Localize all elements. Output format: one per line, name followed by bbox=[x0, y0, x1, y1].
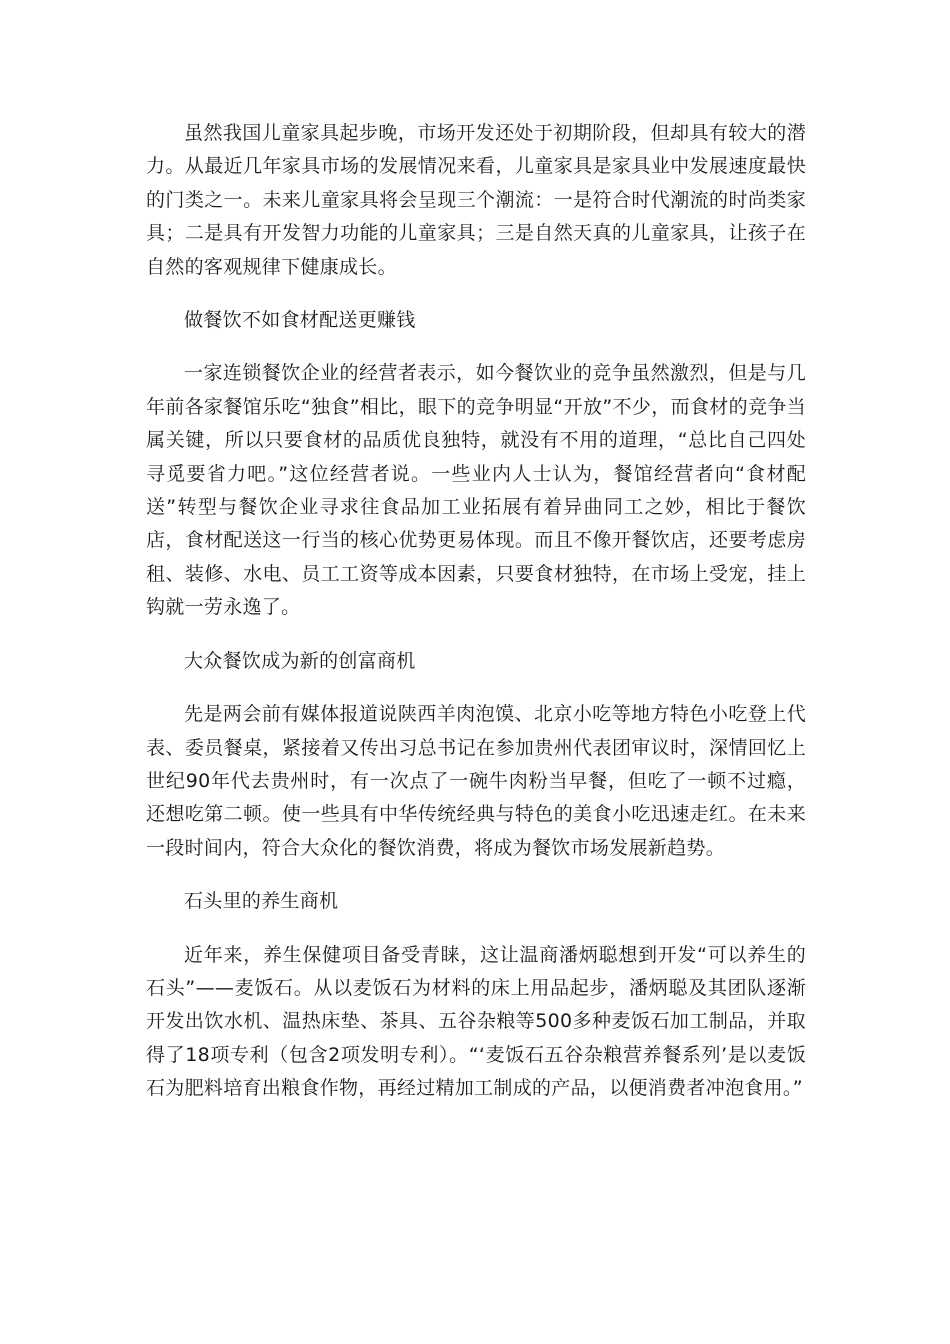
paragraph-stone-health: 近年来，养生保健项目备受青睐，这让温商潘炳聪想到开发“可以养生的石头”——麦饭石。从以麦饭石为材料的床上用品起步，潘炳聪及其团队逐渐开发出饮水机、温热床垫、茶具、五谷杂粮等500多种麦饭石加工制品，并取得了18项专利（包含2项发明专利）。“‘麦饭石五谷杂粮营养餐系列’是以麦饭石为肥料培育出粮食作物，再经过精加工制成的产品，以便消费者冲泡食用。” bbox=[146, 943, 806, 1100]
paragraph-food-delivery: 一家连锁餐饮企业的经营者表示，如今餐饮业的竞争虽然激烈，但是与几年前各家餐馆乐吃“独食”相比，眼下的竞争明显“开放”不少，而食材的竞争当属关键，所以只要食材的品质优良独特，就没有不用的道理，“总比自己四处寻觅要省力吧。”这位经营者说。一些业内人士认为，餐馆经营者向“食材配送”转型与餐饮企业寻求往食品加工业拓展有着异曲同工之妙，相比于餐饮店，食材配送这一行当的核心优势更易体现。而且不像开餐饮店，还要考虑房租、装修、水电、员工工资等成本因素，只要食材独特，在市场上受宠，挂上钩就一劳永逸了。 bbox=[146, 362, 806, 619]
paragraph-children-furniture: 虽然我国儿童家具起步晚，市场开发还处于初期阶段，但却具有较大的潜力。从最近几年家具市场的发展情况来看，儿童家具是家具业中发展速度最快的门类之一。未来儿童家具将会呈现三个潮流：一是符合时代潮流的时尚类家具；二是具有开发智力功能的儿童家具；三是自然天真的儿童家具，让孩子在自然的客观规律下健康成长。 bbox=[146, 122, 806, 278]
section-heading-stone-health: 石头里的养生商机 bbox=[184, 890, 339, 913]
section-heading-food-delivery: 做餐饮不如食材配送更赚钱 bbox=[184, 309, 416, 332]
document-body bbox=[146, 117, 806, 1106]
section-heading-mass-dining: 大众餐饮成为新的创富商机 bbox=[184, 649, 416, 672]
paragraph-mass-dining: 先是两会前有媒体报道说陕西羊肉泡馍、北京小吃等地方特色小吃登上代表、委员餐桌，紧接着又传出习总书记在参加贵州代表团审议时，深情回忆上世纪90年代去贵州时，有一次点了一碗牛肉粉当早餐，但吃了一顿不过瘾，还想吃第二顿。使一些具有中华传统经典与特色的美食小吃迅速走红。在未来一段时间内，符合大众化的餐饮消费，将成为餐饮市场发展新趋势。 bbox=[146, 703, 806, 859]
